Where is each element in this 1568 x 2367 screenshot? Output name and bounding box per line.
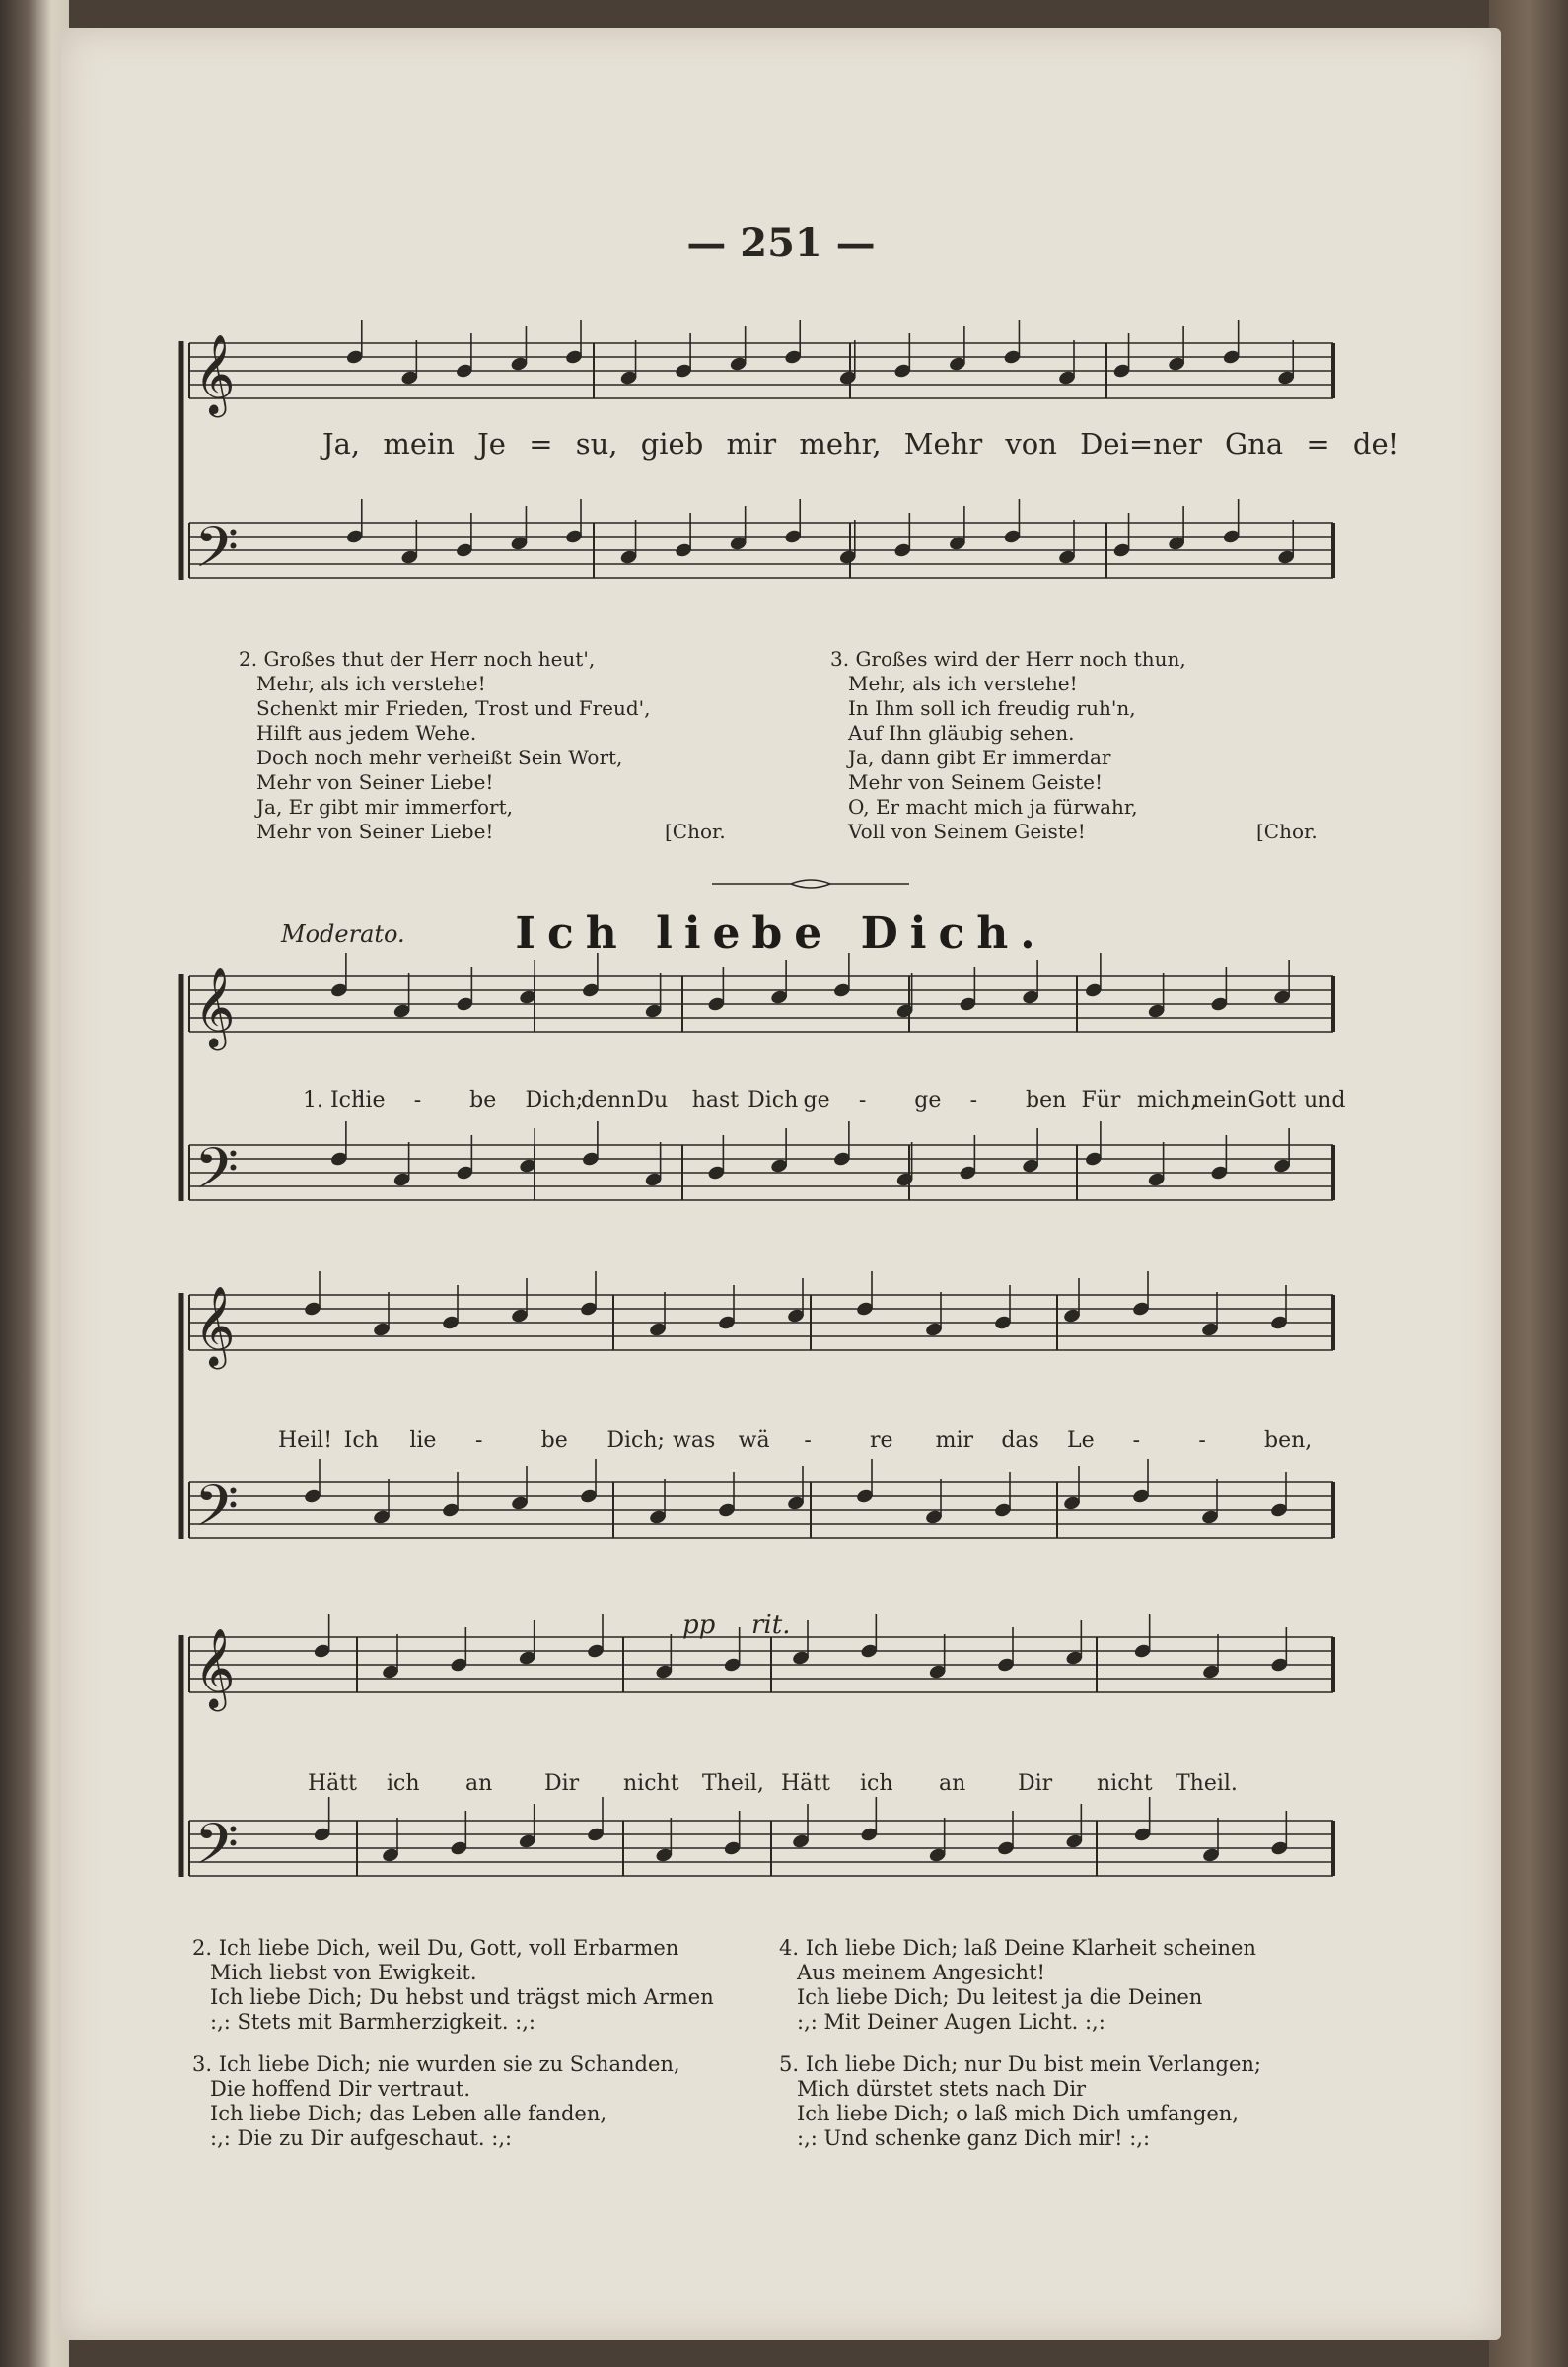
lyric-syllable: -	[804, 1428, 812, 1453]
hymn1-verse-2-line: Ja, Er gibt mir immerfort,	[256, 795, 513, 819]
hymn2-verse-4-line: :,: Mit Deiner Augen Licht. :,:	[797, 2010, 1105, 2034]
lyric-syllable: Hätt	[781, 1771, 830, 1796]
lyric-syllable: be	[540, 1428, 568, 1453]
hymn2-verse-2-line: :,: Stets mit Barmherzigkeit. :,:	[210, 2010, 535, 2034]
dynamic-rit: rit.	[751, 1611, 791, 1640]
hymn2-verse-5-line: 5. Ich liebe Dich; nur Du bist mein Verlangen;	[779, 2052, 1262, 2076]
lyric-syllable: be	[469, 1088, 497, 1112]
lyric-syllable: ben	[1026, 1088, 1067, 1112]
song-title: Ich liebe Dich.	[515, 908, 1047, 959]
lyric-syllable: -	[969, 1088, 978, 1112]
lyric-syllable: Für	[1081, 1088, 1121, 1112]
lyric-syllable: Du	[636, 1088, 669, 1112]
treble-clef-icon: 𝄞	[194, 967, 236, 1047]
hymn1-verse-2-line: Mehr von Seiner Liebe!	[256, 820, 494, 843]
hymn1-verse-3-chor: [Chor.	[1256, 820, 1318, 843]
hymn1-verse-3-line: 3. Großes wird der Herr noch thun,	[830, 647, 1186, 671]
lyric-syllable: 1. Ich	[303, 1088, 366, 1112]
lyric-syllable: Le	[1067, 1428, 1095, 1453]
lyric-syllable: ge	[914, 1088, 942, 1112]
hymnal-page	[61, 28, 1501, 2340]
treble-clef-icon: 𝄞	[194, 1627, 236, 1708]
hymn1-verse-3	[830, 647, 1186, 844]
bass-clef-icon: 𝄢	[194, 1811, 240, 1892]
hymn2-verse-2-line: 2. Ich liebe Dich, weil Du, Gott, voll Erbarmen	[192, 1936, 679, 1960]
dynamic-pp: pp	[682, 1611, 716, 1640]
lyric-syllable: lie	[409, 1428, 437, 1453]
lyric-syllable: mir	[935, 1428, 974, 1453]
lyric-syllable: nicht	[623, 1771, 679, 1796]
lyric-syllable: Hätt	[308, 1771, 357, 1796]
hymn2-verse-3-line: 3. Ich liebe Dich; nie wurden sie zu Schanden,	[192, 2052, 680, 2076]
page-number: — 251 —	[686, 220, 876, 266]
lyric-syllable: Theil,	[702, 1771, 764, 1796]
hymn2-verse-5-line: Mich dürstet stets nach Dir	[797, 2077, 1087, 2101]
hymn2-verse-4-line: Aus meinem Angesicht!	[797, 1961, 1045, 1984]
lyric-syllable: ben,	[1264, 1428, 1313, 1453]
lyric-syllable: -	[1132, 1428, 1141, 1453]
hymn1-verse-2	[239, 647, 651, 844]
lyric-syllable: ich	[387, 1771, 420, 1796]
hymn2-verse-5-line: :,: Und schenke ganz Dich mir! :,:	[797, 2126, 1151, 2150]
hymn1-verse-2-line: 2. Großes thut der Herr noch heut',	[239, 647, 596, 671]
book-binding-left	[0, 0, 69, 2367]
hymn2-verse-5	[779, 2052, 1261, 2151]
tempo-marking: Moderato.	[281, 920, 405, 948]
lyric-syllable: -	[475, 1428, 483, 1453]
hymn1-verse-3-line: In Ihm soll ich freudig ruh'n,	[848, 696, 1136, 720]
lyric-syllable: -	[1198, 1428, 1206, 1453]
lyric-syllable: Heil!	[278, 1428, 333, 1453]
hymn2-verse-5-line: Ich liebe Dich; o laß mich Dich umfangen,	[797, 2102, 1239, 2125]
hymn1-verse-2-line: Doch noch mehr verheißt Sein Wort,	[256, 746, 623, 769]
book-cover-right	[1489, 0, 1568, 2367]
lyric-syllable: und	[1304, 1088, 1346, 1112]
lyric-syllable: ge	[803, 1088, 830, 1112]
hymn2-verse-2	[192, 1936, 714, 2035]
lyric-syllable: -	[413, 1088, 422, 1112]
lyric-syllable: Dir	[1018, 1771, 1053, 1796]
hymn1-verse-3-line: Mehr von Seinem Geiste!	[848, 770, 1104, 794]
lyric-syllable: Theil.	[1176, 1771, 1238, 1796]
hymn2-verse-3-line: :,: Die zu Dir aufgeschaut. :,:	[210, 2126, 513, 2150]
bass-clef-icon: 𝄢	[194, 514, 240, 595]
hymn1-verse-2-line: Schenkt mir Frieden, Trost und Freud',	[256, 696, 651, 720]
lyric-syllable: das	[1001, 1428, 1039, 1453]
lyric-syllable: Dich	[748, 1088, 799, 1112]
hymn1-verse-3-line: Auf Ihn gläubig sehen.	[848, 721, 1075, 745]
treble-clef-icon: 𝄞	[194, 333, 236, 414]
hymn2-verse-4	[779, 1936, 1256, 2035]
hymn1-verse-3-line: Ja, dann gibt Er immerdar	[848, 746, 1111, 769]
hymn2-verse-4-line: Ich liebe Dich; Du leitest ja die Deinen	[797, 1985, 1203, 2009]
lyric-syllable: re	[870, 1428, 893, 1453]
hymn1-verse-2-line: Hilft aus jedem Wehe.	[256, 721, 477, 745]
lyric-syllable: Ich	[343, 1428, 379, 1453]
lyric-syllable: denn	[580, 1088, 636, 1112]
lyric-syllable: wä	[738, 1428, 770, 1453]
ornamental-divider	[712, 878, 909, 890]
lyric-syllable: lie	[358, 1088, 386, 1112]
hymn1-verse-3-line: Voll von Seinem Geiste!	[848, 820, 1086, 843]
bass-clef-icon: 𝄢	[194, 1135, 240, 1216]
hymn2-verse-3-line: Die hoffend Dir vertraut.	[210, 2077, 471, 2101]
bass-clef-icon: 𝄢	[194, 1472, 240, 1553]
hymn2-verse-4-line: 4. Ich liebe Dich; laß Deine Klarheit scheinen	[779, 1936, 1256, 1960]
hymn2-verse-3	[192, 2052, 680, 2151]
hymn1-verse-2-line: Mehr von Seiner Liebe!	[256, 770, 494, 794]
lyric-syllable: mich,	[1136, 1088, 1198, 1112]
hymn1-verse-3-line: Mehr, als ich verstehe!	[848, 672, 1078, 695]
hymn2-verse-3-line: Ich liebe Dich; das Leben alle fanden,	[210, 2102, 607, 2125]
lyric-syllable: mein	[1192, 1088, 1247, 1112]
treble-clef-icon: 𝄞	[194, 1285, 236, 1366]
lyric-syllable: nicht	[1097, 1771, 1153, 1796]
hymn1-lyrics: Ja, mein Je = su, gieb mir mehr, Mehr von Dei=ner Gna = de!	[322, 427, 1400, 461]
lyric-syllable: Gott	[1247, 1088, 1297, 1112]
lyric-syllable: Dich;	[525, 1088, 584, 1112]
hymn2-verse-2-line: Ich liebe Dich; Du hebst und trägst mich Armen	[210, 1985, 714, 2009]
hymn1-verse-2-line: Mehr, als ich verstehe!	[256, 672, 486, 695]
lyric-syllable: an	[939, 1771, 966, 1796]
lyric-syllable: -	[858, 1088, 867, 1112]
lyric-syllable: ich	[860, 1771, 893, 1796]
lyric-syllable: an	[465, 1771, 493, 1796]
hymn1-verse-3-line: O, Er macht mich ja fürwahr,	[848, 795, 1138, 819]
lyric-syllable: Dich;	[606, 1428, 665, 1453]
lyric-syllable: was	[673, 1428, 716, 1453]
hymn1-verse-2-chor: [Chor.	[665, 820, 726, 843]
hymn2-verse-2-line: Mich liebst von Ewigkeit.	[210, 1961, 477, 1984]
lyric-syllable: hast	[691, 1088, 740, 1112]
lyric-syllable: Dir	[544, 1771, 580, 1796]
